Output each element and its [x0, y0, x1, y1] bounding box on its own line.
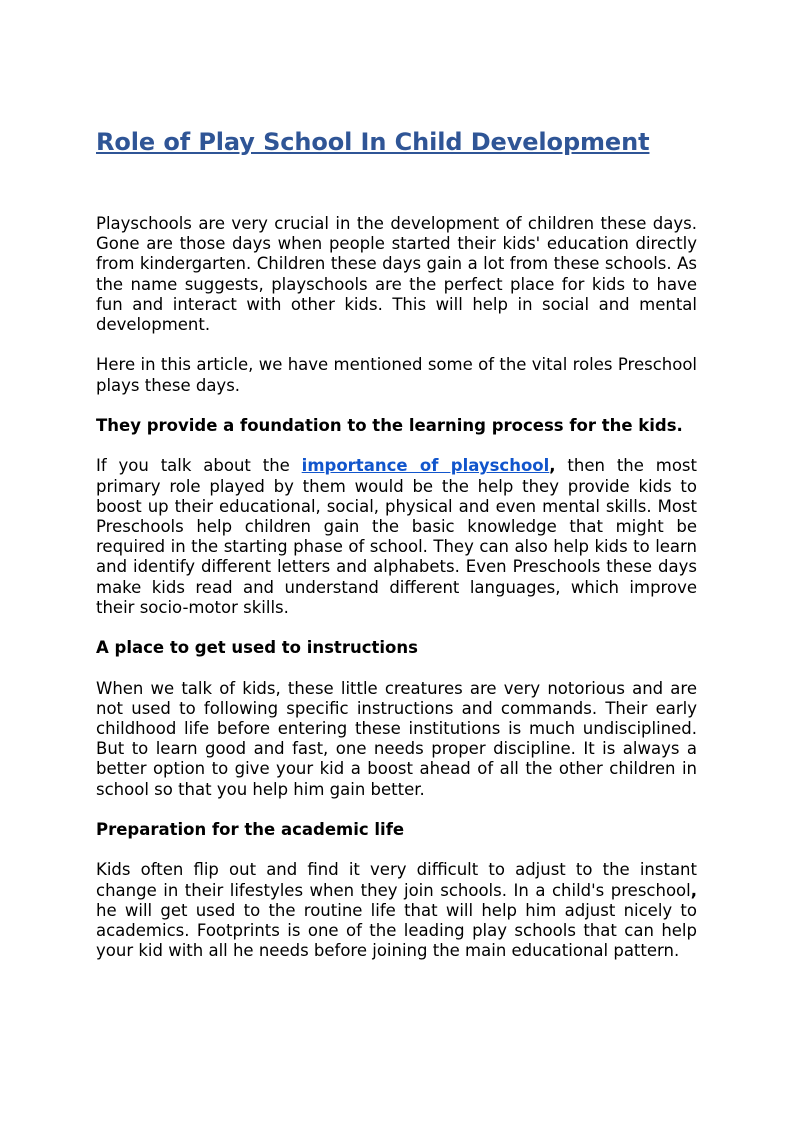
instructions-paragraph: When we talk of kids, these little creatures are very notorious and are not used to following specific instructions and commands. Their early childhood life before entering these institutions is much undisciplined. But to learn good and fast, one needs proper discipline. It is always a better option to give your kid a boost ahead of all the other children in school so that you help him gain better.	[96, 678, 697, 799]
spacer	[96, 618, 697, 638]
section-heading-instructions: A place to get used to instructions	[96, 638, 418, 658]
spacer	[96, 800, 697, 820]
page-title: Role of Play School In Child Development	[96, 128, 650, 156]
paragraph-text: ,	[549, 456, 556, 476]
document-page	[96, 126, 697, 961]
section-heading-foundation: They provide a foundation to the learning process for the kids.	[96, 416, 683, 435]
foundation-paragraph	[96, 456, 697, 618]
paragraph-text: If you talk about the	[96, 456, 302, 476]
importance-of-playschool-link[interactable]: importance of playschool	[301, 456, 550, 476]
paragraph-text: then the most primary role played by them would be the help they provide kids to boost up their educational, social, physical and even mental skills. Most Preschools help children gain the basic knowledge that might be required in the starting phase of school. They can also help kids to learn and identify different letters and alphabets. Even Preschools these days make kids read and understand different languages, which improve their socio-motor skills.	[96, 456, 697, 617]
spacer	[96, 840, 697, 860]
intro-paragraph: Playschools are very crucial in the development of children these days. Gone are those days when people started their kids' education directly from kindergarten. Children these days gain a lot from these schools. As the name suggests, playschools are the perfect place for kids to have fun and interact with other kids. This will help in social and mental development.	[96, 214, 697, 335]
paragraph-text: ,	[690, 880, 697, 900]
academic-paragraph	[96, 860, 697, 961]
section-heading-academic: Preparation for the academic life	[96, 820, 405, 839]
spacer	[96, 158, 697, 214]
spacer	[96, 335, 697, 355]
article-note-paragraph: Here in this article, we have mentioned some of the vital roles Preschool plays these days.	[96, 355, 697, 395]
paragraph-text: Kids often flip out and find it very difficult to adjust to the instant change in their lifestyles when they join schools. In a child's preschool	[96, 860, 697, 900]
spacer	[96, 396, 697, 416]
spacer	[96, 436, 697, 456]
spacer	[96, 658, 697, 678]
paragraph-text: he will get used to the routine life that will help him adjust nicely to academics. Footprints is one of the leading play schools that can help your kid with all he needs before joining the main educational pattern.	[96, 900, 697, 961]
